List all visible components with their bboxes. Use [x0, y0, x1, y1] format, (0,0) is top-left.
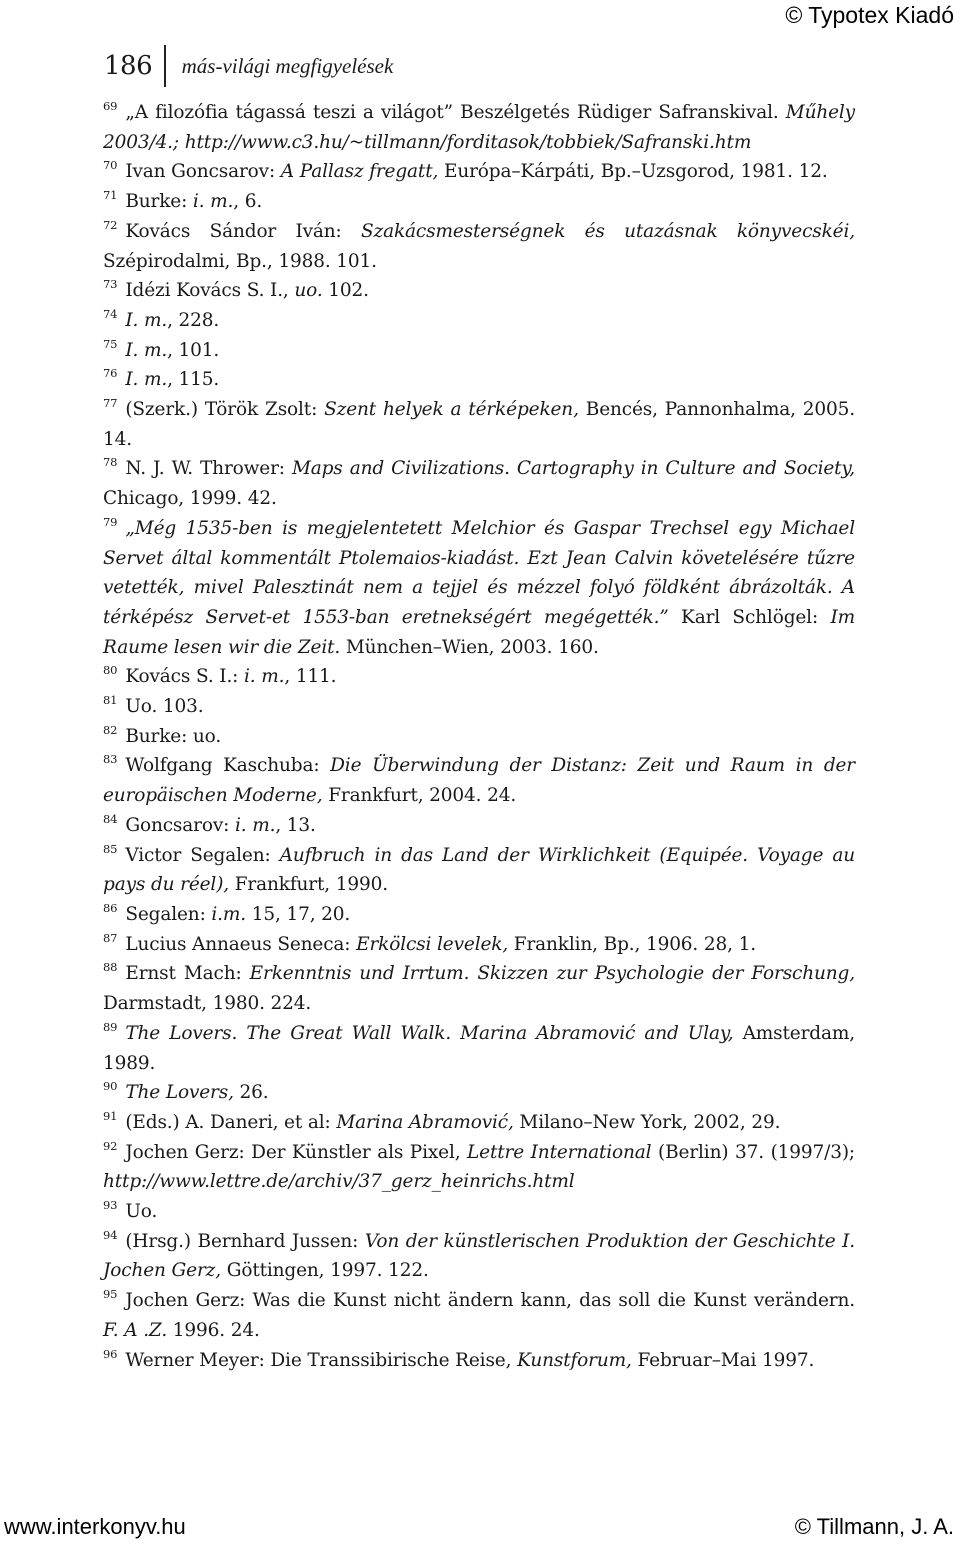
footnote-italic-text: Marina Abramović,	[336, 1111, 514, 1133]
footnote-italic-text: uo.	[294, 280, 323, 302]
footnote-italic-text: The Lovers. The Great Wall Walk. Marina Abramović and Ulay,	[125, 1022, 734, 1044]
footnote-number: 88	[103, 960, 118, 975]
header-divider	[164, 45, 166, 87]
footnote-text: Kovács S. I.:	[125, 666, 244, 688]
footnote-text: Goncsarov:	[125, 814, 235, 836]
footnote	[103, 1108, 855, 1138]
footnote	[103, 395, 855, 454]
footnote-number: 96	[103, 1346, 118, 1361]
footnote-text: Ivan Goncsarov:	[125, 161, 281, 183]
footnote-text: Segalen:	[125, 903, 212, 925]
footnote-number: 83	[103, 752, 118, 767]
footnote-text: N. J. W. Thrower:	[125, 458, 292, 480]
footnote-text: Ernst Mach:	[125, 963, 250, 985]
footnote-text: , 111.	[284, 666, 337, 688]
footnote-italic-text: Aufbruch in das Land der Wirklichkeit (Equipée. Voyage au pays du réel),	[103, 844, 855, 896]
footnote-italic-text: Műhely 2003/4.; http://www.c3.hu/~tillmann/forditasok/tobbiek/Safranski.htm	[103, 102, 855, 153]
footnote-number: 93	[103, 1198, 118, 1213]
footnote-text: , 13.	[275, 814, 316, 836]
footnote	[103, 157, 855, 187]
footnote-text: Jochen Gerz: Was die Kunst nicht ändern kann, das soll die Kunst verändern.	[125, 1290, 855, 1312]
footnote	[103, 900, 855, 930]
page-number: 186	[104, 51, 153, 81]
footnote	[103, 692, 855, 722]
footnote	[103, 98, 855, 157]
footnote-text: (Berlin) 37. (1997/3);	[651, 1141, 855, 1163]
footnote-italic-text: Kunstforum,	[517, 1349, 632, 1371]
footnote-number: 69	[103, 99, 118, 113]
footnote-text: „A filozófia tágassá teszi a világot” Beszélgetés Rüdiger Safranskival.	[125, 102, 786, 123]
footnote-number: 79	[103, 514, 118, 529]
footnote-text: , 101.	[167, 339, 220, 361]
footnote-text: Kovács Sándor Iván:	[125, 220, 361, 242]
footnote-text: Chicago, 1999. 42.	[103, 488, 277, 510]
footnote-italic-text: „Még 1535-ben is megjelentetett Melchior és Gaspar Trechsel egy Michael Servet által kommentált Ptolemaios-kiadást. Ezt Jean Calvin követelésére tűzre vetették, mivel Palesztinát nem a tejjel és mézzel folyó földként ábrázolták. A térképész Servet-et 1553-ban eretnekségért megégették.”	[103, 517, 855, 628]
footnote-number: 78	[103, 455, 118, 470]
footnote-italic-text: F. A .Z.	[103, 1319, 168, 1341]
footnote-number: 80	[103, 663, 118, 678]
footnote-italic-text: http://www.lettre.de/archiv/37_gerz_heinrichs.html	[103, 1171, 575, 1193]
footnote-text: Uo. 103.	[125, 696, 204, 718]
footnote-number: 85	[103, 841, 118, 856]
footnote-text: , 228.	[167, 309, 220, 331]
footnote-number: 94	[103, 1227, 118, 1242]
footnote-italic-text: Die Überwindung der Distanz: Zeit und Raum in der europäischen Moderne,	[103, 755, 856, 807]
footnote-text: Lucius Annaeus Seneca:	[125, 933, 357, 955]
footnote-italic-text: The Lovers,	[125, 1082, 234, 1104]
footnote-number: 71	[103, 188, 118, 203]
footnote	[103, 187, 855, 217]
footnote-italic-text: Szakácsmesterségnek és utazásnak könyvecskéi,	[360, 220, 855, 242]
running-title: más-világi megfigyelések	[181, 53, 394, 78]
footnote-number: 81	[103, 693, 118, 708]
footnote-italic-text: Von der künstlerischen Produktion der Geschichte I. Jochen Gerz,	[103, 1230, 855, 1282]
footnote-number: 90	[103, 1079, 118, 1094]
footnote	[103, 1138, 855, 1197]
footnote-text: München–Wien, 2003. 160.	[340, 636, 599, 658]
footnote-text: Szépirodalmi, Bp., 1988. 101.	[103, 250, 377, 272]
footnote	[103, 1346, 855, 1376]
footer-copyright: © Tillmann, J. A.	[794, 1514, 954, 1539]
footnote	[103, 1078, 855, 1108]
footnote-number: 76	[103, 366, 118, 381]
footnote-text: Bencés, Pannonhalma, 2005. 14.	[103, 399, 855, 450]
footnote-italic-text: I. m.	[125, 339, 168, 361]
footnote-text: Frankfurt, 1990.	[229, 874, 388, 896]
footnote	[103, 306, 855, 336]
footnote	[103, 811, 855, 841]
footnote	[103, 751, 855, 810]
footnote-text: 1996. 24.	[167, 1319, 260, 1341]
footnote-text: Frankfurt, 2004. 24.	[322, 785, 517, 807]
footnote-text: Európa–Kárpáti, Bp.–Uzsgorod, 1981. 12.	[438, 161, 828, 183]
footnote-number: 73	[103, 277, 118, 292]
footnote-italic-text: Im Raume lesen wir die Zeit.	[103, 606, 855, 658]
footnote-text: Victor Segalen:	[125, 844, 280, 866]
footnote-number: 92	[103, 1138, 118, 1153]
footnote-number: 82	[103, 722, 118, 737]
footnote-number: 95	[103, 1287, 118, 1302]
footnote-text: Uo.	[125, 1201, 158, 1223]
footnote-number: 84	[103, 811, 118, 826]
footnote-italic-text: i. m.	[234, 814, 276, 836]
footnote	[103, 722, 855, 752]
footnote-number: 70	[103, 158, 118, 173]
footnote-text: 26.	[233, 1082, 269, 1104]
footnote-text: , 115.	[167, 369, 220, 391]
footnote-text: 102.	[322, 280, 369, 302]
footnote-italic-text: A Pallasz fregatt,	[280, 161, 439, 183]
footnotes-list	[103, 98, 855, 1375]
footnote	[103, 1197, 855, 1227]
footnote-text: Jochen Gerz: Der Künstler als Pixel,	[125, 1141, 468, 1163]
footnote-italic-text: I. m.	[125, 369, 168, 391]
footnote-text: 15, 17, 20.	[246, 903, 351, 925]
footnote-text: Idézi Kovács S. I.,	[125, 280, 295, 302]
footnote	[103, 930, 855, 960]
footnote-italic-text: Szent helyek a térképeken,	[324, 399, 579, 421]
footnote-text: Karl Schlögel:	[668, 606, 831, 628]
footnote-italic-text: i. m.	[192, 191, 234, 213]
footnote-italic-text: Erkölcsi levelek,	[356, 933, 509, 955]
footnote-number: 89	[103, 1019, 118, 1034]
footnote-text: Burke:	[125, 191, 193, 213]
footnote-text: Amsterdam, 1989.	[103, 1022, 855, 1074]
footnote-text: Franklin, Bp., 1906. 28, 1.	[508, 933, 756, 955]
footnote-text: Burke: uo.	[125, 725, 222, 747]
footnote-italic-text: i. m.	[244, 666, 285, 688]
footnote-number: 75	[103, 336, 118, 351]
footnote-number: 87	[103, 930, 118, 945]
footnote-text: (Hrsg.) Bernhard Jussen:	[125, 1230, 365, 1252]
footnote-number: 74	[103, 306, 118, 321]
footnote-number: 77	[103, 396, 118, 411]
footnote	[103, 217, 855, 276]
footnote-italic-text: Maps and Civilizations. Cartography in Culture and Society,	[291, 458, 856, 480]
footnote	[103, 514, 855, 663]
footnote	[103, 276, 855, 306]
footnote-text: Darmstadt, 1980. 224.	[103, 993, 312, 1015]
footnote-italic-text: I. m.	[125, 309, 168, 331]
page-header	[104, 46, 393, 86]
footnote-italic-text: i.m.	[211, 903, 247, 925]
footnote	[103, 841, 855, 900]
footnote-text: Februar–Mai 1997.	[631, 1349, 815, 1371]
footnote	[103, 365, 855, 395]
footnote-number: 91	[103, 1108, 118, 1123]
footnote	[103, 454, 855, 513]
footnote	[103, 1019, 855, 1078]
footnote-text: (Szerk.) Török Zsolt:	[125, 399, 325, 421]
footnote-text: Wolfgang Kaschuba:	[125, 755, 331, 777]
footnote-number: 72	[103, 217, 118, 232]
footer-website: www.interkonyv.hu	[4, 1514, 186, 1539]
footnote	[103, 336, 855, 366]
footnote-text: , 6.	[233, 191, 263, 213]
footnote	[103, 1286, 855, 1345]
footnote	[103, 1227, 855, 1286]
footnote-text: Werner Meyer: Die Transsibirische Reise,	[125, 1349, 518, 1371]
publisher-credit: © Typotex Kiadó	[785, 2, 954, 28]
footnote-number: 86	[103, 900, 118, 915]
footnote	[103, 959, 855, 1018]
footnote-italic-text: Lettre International	[467, 1141, 652, 1163]
footnote-text: Milano–New York, 2002, 29.	[513, 1111, 781, 1133]
footnote-text: Göttingen, 1997. 122.	[220, 1260, 429, 1282]
footnote-italic-text: Erkenntnis und Irrtum. Skizzen zur Psychologie der Forschung,	[249, 963, 855, 985]
footnote-text: (Eds.) A. Daneri, et al:	[125, 1111, 337, 1133]
footnote	[103, 662, 855, 692]
